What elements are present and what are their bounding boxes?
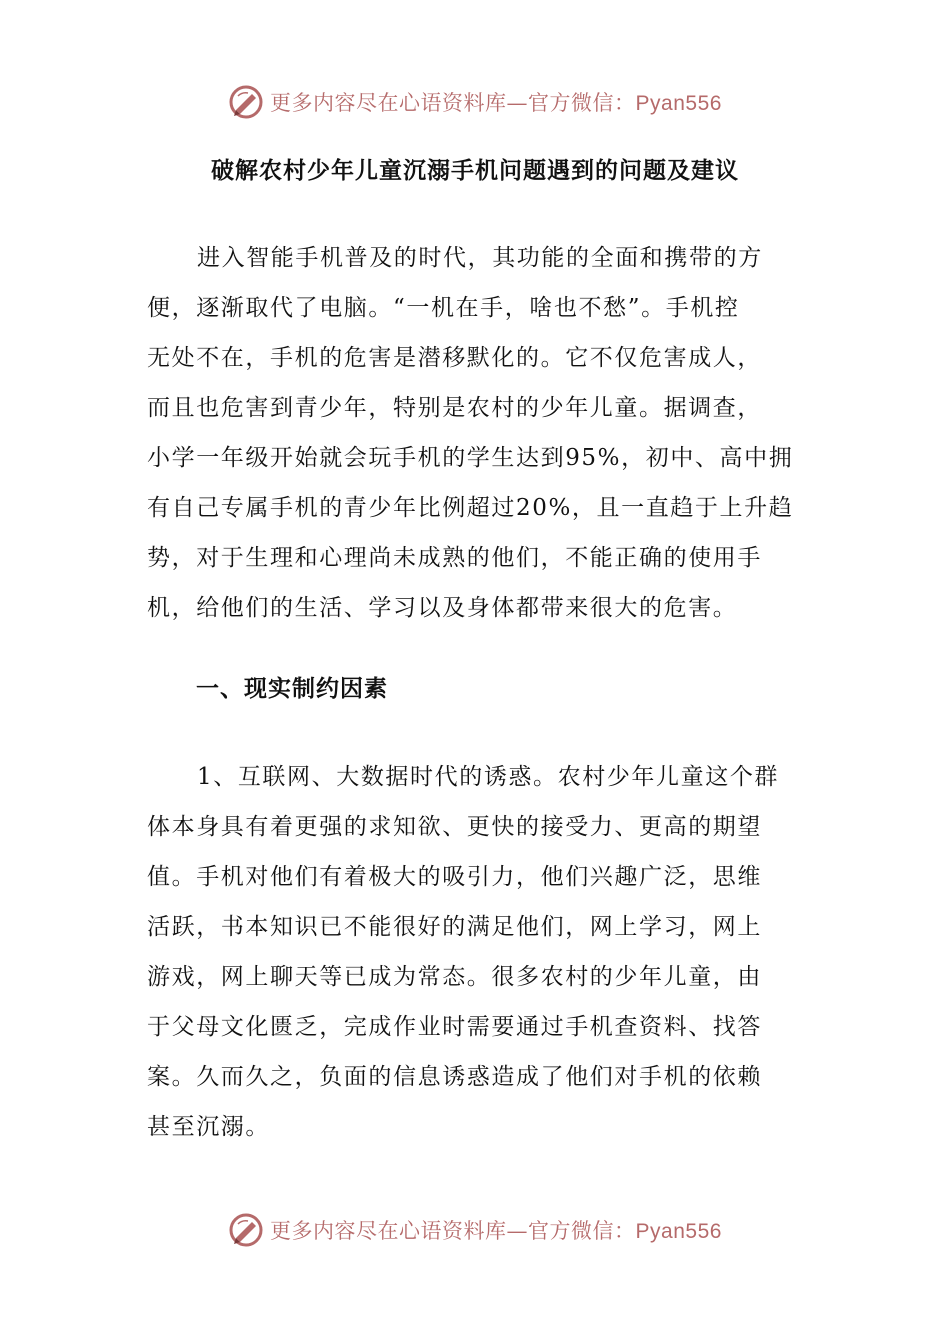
footer-banner [0, 1210, 950, 1250]
pen-logo-icon [228, 84, 264, 120]
banner-dash: — [506, 91, 529, 115]
pen-logo-icon [228, 1212, 264, 1248]
banner-contact-label: 官方微信： [528, 91, 636, 115]
paragraph-line: 活跃，书本知识已不能很好的满足他们，网上学习，网上 [147, 914, 762, 940]
paragraph-line: 于父母文化匮乏，完成作业时需要通过手机查资料、找答 [147, 1014, 762, 1040]
header-banner [0, 82, 950, 122]
paragraph-line: 有自己专属手机的青少年比例超过20%，且一直趋于上升趋 [147, 495, 794, 521]
paragraph-line: 游戏，网上聊天等已成为常态。很多农村的少年儿童，由 [147, 964, 762, 990]
paragraph-line: 小学一年级开始就会玩手机的学生达到95%，初中、高中拥 [147, 445, 794, 471]
banner-contact-label: 官方微信： [528, 1219, 636, 1243]
banner-slogan: 更多内容尽在心语资料库 [270, 91, 507, 115]
paragraph-line: 1、互联网、大数据时代的诱惑。农村少年儿童这个群 [197, 764, 780, 790]
paragraph-line: 进入智能手机普及的时代，其功能的全面和携带的方 [197, 245, 763, 271]
paragraph-line: 体本身具有着更强的求知欲、更快的接受力、更高的期望 [147, 814, 762, 840]
banner-dash: — [506, 1219, 529, 1243]
paragraph-line: 值。手机对他们有着极大的吸引力，他们兴趣广泛，思维 [147, 864, 762, 890]
banner-wechat-id: Pyan556 [635, 92, 722, 115]
section-paragraph [147, 752, 807, 1152]
intro-paragraph [147, 233, 807, 633]
paragraph-line: 机，给他们的生活、学习以及身体都带来很大的危害。 [147, 595, 738, 621]
paragraph-line: 甚至沉溺。 [147, 1114, 270, 1140]
paragraph-line: 便，逐渐取代了电脑。“一机在手，啥也不愁”。手机控 [147, 295, 740, 321]
banner-slogan: 更多内容尽在心语资料库 [270, 1219, 507, 1243]
document-title: 破解农村少年儿童沉溺手机问题遇到的问题及建议 [211, 157, 739, 184]
paragraph-line: 势，对于生理和心理尚未成熟的他们，不能正确的使用手 [147, 545, 762, 571]
paragraph-line: 无处不在，手机的危害是潜移默化的。它不仅危害成人， [147, 345, 762, 371]
paragraph-line: 而且也危害到青少年，特别是农村的少年儿童。据调查， [147, 395, 762, 421]
section-heading: 一、现实制约因素 [196, 675, 388, 702]
paragraph-line: 案。久而久之，负面的信息诱惑造成了他们对手机的依赖 [147, 1064, 762, 1090]
banner-wechat-id: Pyan556 [635, 1220, 722, 1243]
